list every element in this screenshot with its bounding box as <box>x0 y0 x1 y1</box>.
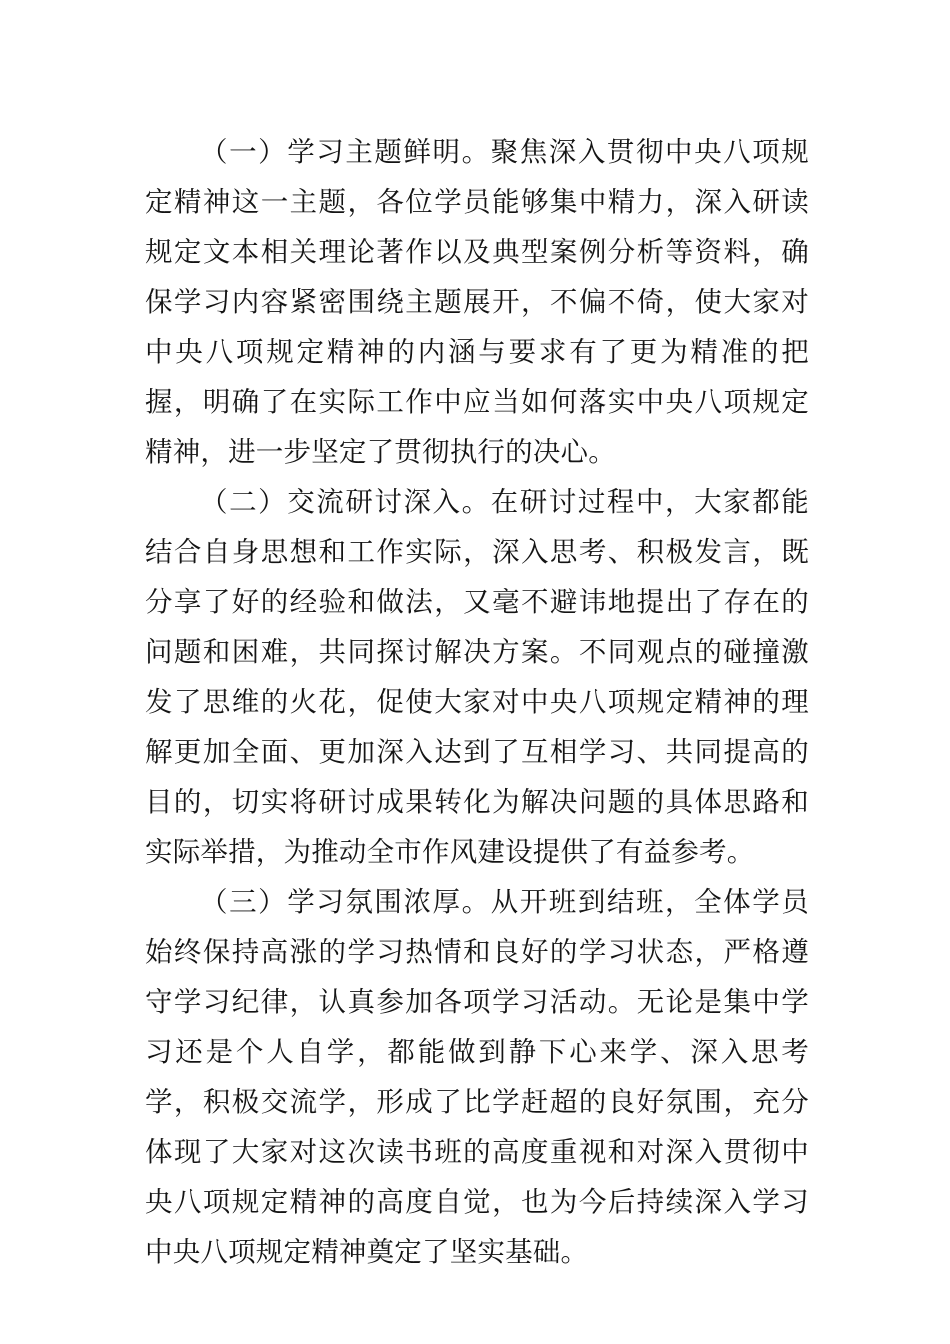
document-body <box>145 127 809 1277</box>
paragraph-discussion: （二）交流研讨深入。在研讨过程中，大家都能结合自身思想和工作实际，深入思考、积极发言，既分享了好的经验和做法，又毫不避讳地提出了存在的问题和困难，共同探讨解决方案。不同观点的碰撞激发了思维的火花，促使大家对中央八项规定精神的理解更加全面、更加深入达到了互相学习、共同提高的目的，切实将研讨成果转化为解决问题的具体思路和实际举措，为推动全市作风建设提供了有益参考。 <box>145 486 809 868</box>
paragraph-study-theme: （一）学习主题鲜明。聚焦深入贯彻中央八项规定精神这一主题，各位学员能够集中精力，深入研读规定文本相关理论著作以及典型案例分析等资料，确保学习内容紧密围绕主题展开，不偏不倚，使大家对中央八项规定精神的内涵与要求有了更为精准的把握，明确了在实际工作中应当如何落实中央八项规定精神，进一步坚定了贯彻执行的决心。 <box>145 136 809 468</box>
paragraph-atmosphere: （三）学习氛围浓厚。从开班到结班，全体学员始终保持高涨的学习热情和良好的学习状态，严格遵守学习纪律，认真参加各项学习活动。无论是集中学习还是个人自学，都能做到静下心来学、深入思考学，积极交流学，形成了比学赶超的良好氛围，充分体现了大家对这次读书班的高度重视和对深入贯彻中央八项规定精神的高度自觉，也为今后持续深入学习中央八项规定精神奠定了坚实基础。 <box>145 886 809 1268</box>
